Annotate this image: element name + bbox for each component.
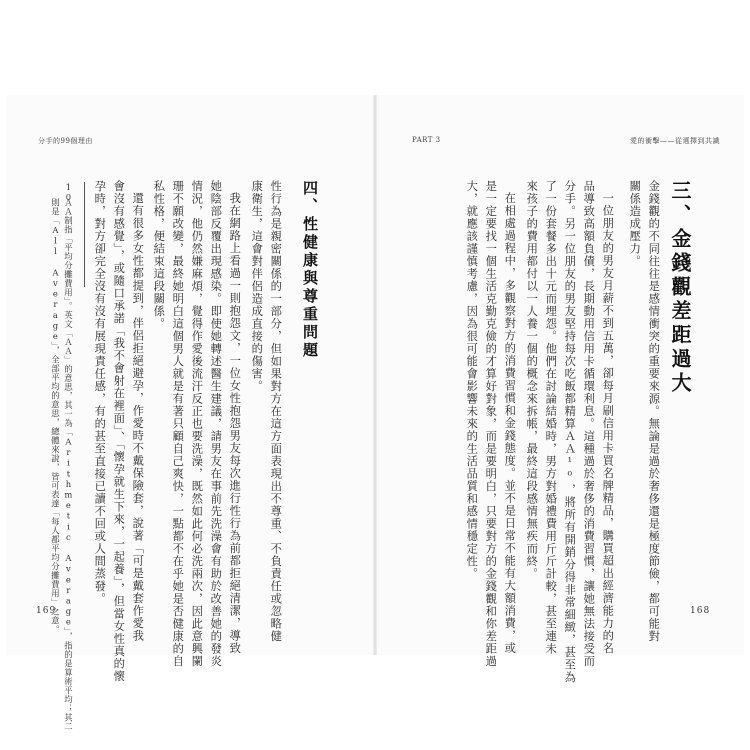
body-line: 是一定要找一個生活克勤克儉的才算好對象，而是要明白，只要對方的金錢觀和你差距過 <box>484 180 498 668</box>
left-running-head: 分手的99個理由 <box>38 137 93 145</box>
body-line: 關係造成壓力。 <box>628 180 642 268</box>
body-line: 會沒有感覺」，或隨口承諾「我不會射在裡面」、「懷孕就生下來，一起養」，但當女性真的懷 <box>112 180 126 683</box>
body-line: 情況，他仍然嫌麻煩，覺得作愛後流汗反正也要洗澡，既然如此何必洗兩次，因此意興闌 <box>190 180 204 668</box>
footnote-line: 則是「All Average」，全部平均的意思，總體來說，皆可表達「每人都平均分攤費用」之意。 <box>50 198 61 635</box>
book-gutter <box>373 95 377 655</box>
body-line: 性行為是親密關係的一部分，但如果對方在這方面表現出不尊重、不負責任或忽略健 <box>269 180 283 643</box>
right-page-number: 168 <box>690 606 711 616</box>
body-line: 了一份套餐多出十元而埋怨。他們在討論結婚時，男方對婚禮費用斤斤計較，甚至連未 <box>544 180 558 655</box>
body-line: 康衛生，這會對伴侶造成直接的傷害。 <box>250 180 264 393</box>
body-line: 一位朋友的男友月薪不到五萬，卻每月刷信用卡買名牌精品，購買超出經濟能力的名 <box>601 192 615 655</box>
right-running-head-title: 愛的衝擊——從選擇到共識 <box>630 137 720 145</box>
body-line: 珊不願改變，最終她明白這個男人就是有著只顧自己爽快，一點都不在乎她是否健康的自 <box>171 180 185 668</box>
footnote-number: 10 <box>63 182 74 202</box>
body-line: 來孩子的費用都付以一人養一個的概念來拆帳，最終這段感情無疾而終。 <box>525 180 539 580</box>
body-line: 她陰部反覆出現感染。即使她轉述醫生建議，請男友在事前先洗澡會有助於改善她的發炎 <box>209 180 223 668</box>
footnote-rule <box>84 182 85 287</box>
section-heading-sexual-health: 四、性健康與尊重問題 <box>301 180 319 360</box>
body-line: 在相處過程中，多觀察對方的消費習慣和金錢態度。並不是日常不能有大額消費，或 <box>503 192 517 655</box>
left-page-number: 169 <box>36 606 57 616</box>
right-running-head-part: PART 3 <box>412 136 441 144</box>
body-line: 孕時，對方卻完全沒有沒有展現責任感，有的甚至直接已讀不回或人間蒸發。 <box>93 180 107 605</box>
body-line: 還有很多女性都提到，伴侶拒絕避孕，作愛時不戴保險套，說著「可是戴套作愛我 <box>131 192 145 642</box>
body-line: 金錢觀的不同往往是感情衝突的重要來源。無論是過於奢侈還是極度節儉，都可能對 <box>647 180 661 643</box>
section-heading-money: 三、金錢觀差距過大 <box>668 180 692 396</box>
body-line: 品導致高額負債，長期動用信用卡循環利息。這種過於奢侈的消費習慣，讓她無法接受而 <box>582 180 596 668</box>
body-line: 私性格，便結束這段關係。 <box>152 180 166 330</box>
body-line: 大，就應該謹慎考慮，因為很可能會影響未來的生活品質和感情穩定性。 <box>465 180 479 580</box>
footnote-line: ＡＡ制指「平均分攤費用」。英文「ＡＡ」的意思，其一為「Arithmetic Average」，指的是算術平均；其二 <box>63 198 74 732</box>
body-line: 我在網路上看過一則抱怨文，一位女性抱怨男友每次進行性行為前都拒絕清潔，導致 <box>228 192 242 655</box>
body-line: 分手。另一位朋友的男友堅持每次吃飯都精算ＡＡ¹⁰，將所有開銷分得非常細緻，甚至為 <box>563 180 577 684</box>
